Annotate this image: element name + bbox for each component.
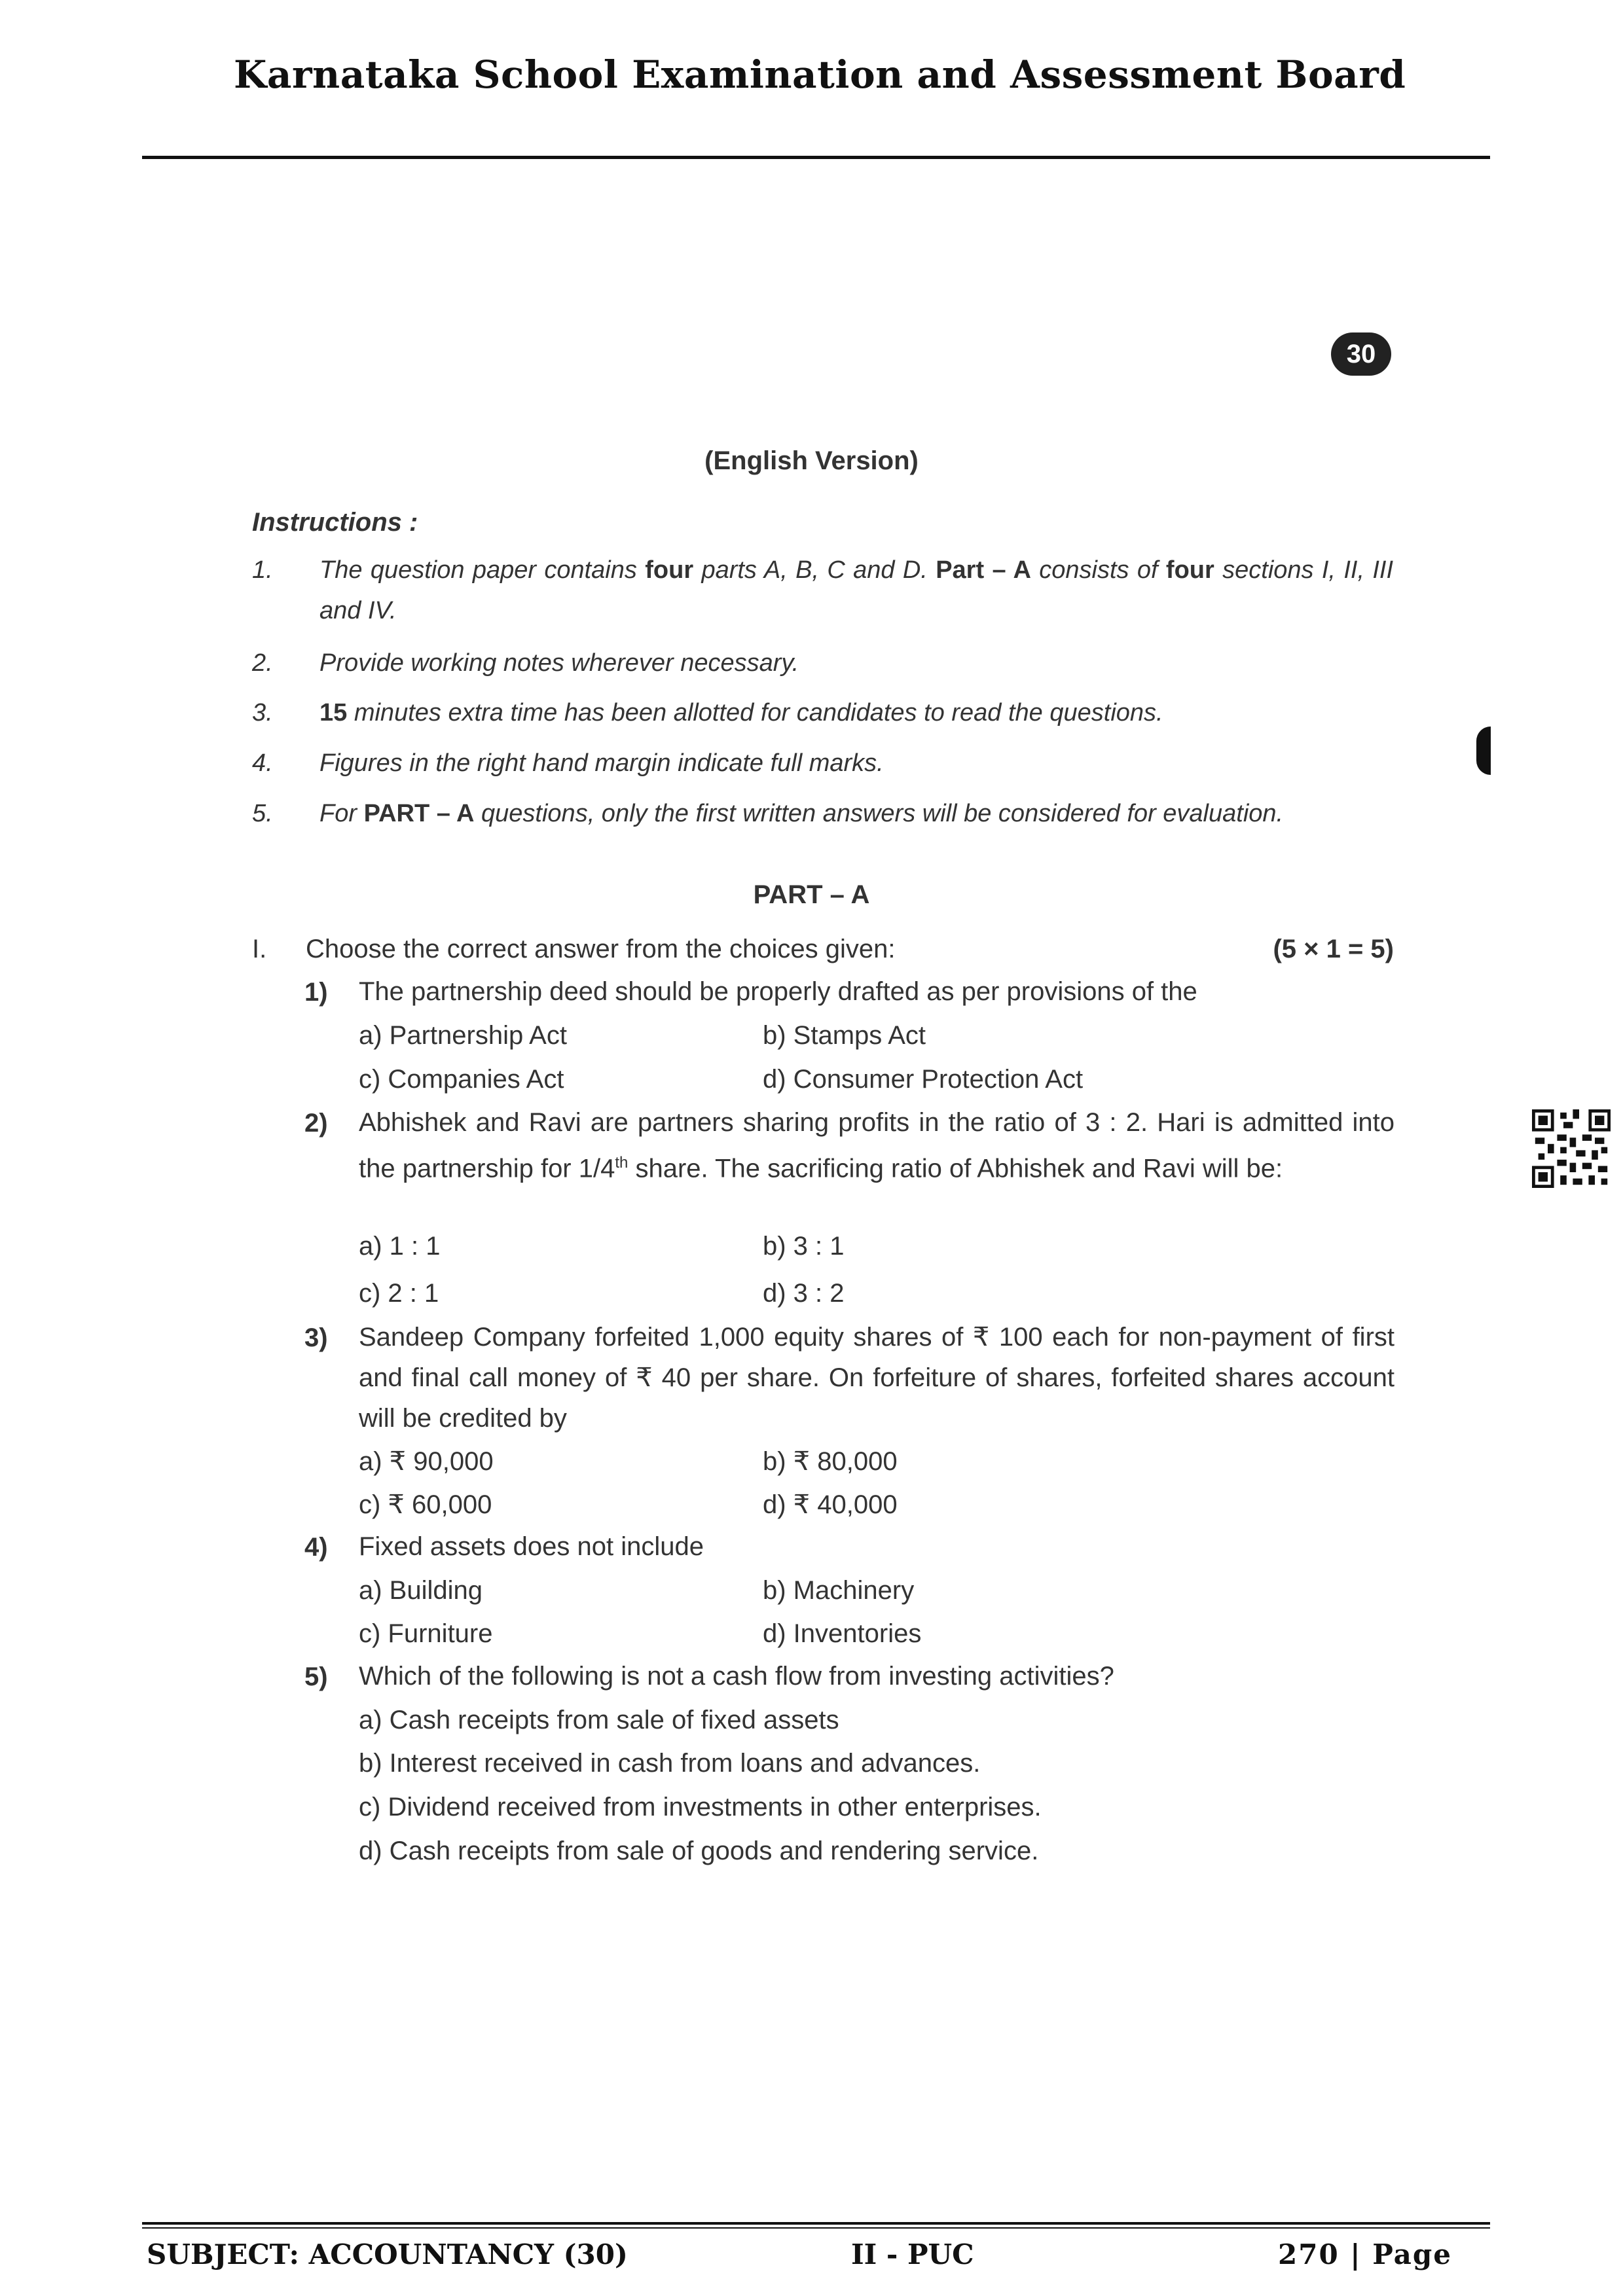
option: b) Stamps Act	[763, 1021, 926, 1050]
question-number: 2)	[304, 1109, 328, 1138]
instruction-number: 5.	[252, 800, 273, 827]
option: c) Companies Act	[359, 1065, 564, 1094]
question-text: Fixed assets does not include	[359, 1532, 704, 1561]
qr-code	[1532, 1109, 1611, 1188]
option: b) 3 : 1	[763, 1232, 845, 1261]
section-instruction: Choose the correct answer from the choices given:	[306, 935, 896, 963]
question-text: Sandeep Company forfeited 1,000 equity shares of ₹ 100 each for non-payment of first and final call money of ₹ 40 per share. On forfeiture of shares, forfeited shares account will be credited by	[359, 1323, 1395, 1433]
instructions-heading: Instructions :	[252, 508, 418, 537]
footer-page-number: 270 | Page	[1278, 2238, 1452, 2270]
option: a) Partnership Act	[359, 1021, 567, 1050]
instruction-number: 2.	[252, 649, 273, 677]
footer-class: II - PUC	[851, 2238, 974, 2270]
option: b) Interest received in cash from loans and advances.	[359, 1749, 981, 1778]
page-header-title: Karnataka School Examination and Assessment Board	[234, 52, 1406, 97]
instruction-number: 3.	[252, 699, 273, 726]
option: b) ₹ 80,000	[763, 1447, 898, 1476]
instruction-item-5: For PART – A questions, only the first written answers will be considered for evaluation.	[319, 800, 1284, 827]
option: c) ₹ 60,000	[359, 1490, 492, 1519]
margin-mark	[1476, 726, 1491, 775]
instruction-number: 1.	[252, 556, 273, 584]
question-text: Which of the following is not a cash flow from investing activities?	[359, 1662, 1114, 1691]
option: a) ₹ 90,000	[359, 1447, 494, 1476]
instruction-item-3: 15 minutes extra time has been allotted for candidates to read the questions.	[319, 699, 1163, 726]
footer-subject: SUBJECT: ACCOUNTANCY (30)	[147, 2238, 628, 2270]
question-number: 1)	[304, 978, 328, 1007]
option: b) Machinery	[763, 1576, 915, 1605]
part-heading: PART – A	[753, 880, 870, 909]
option: a) Cash receipts from sale of fixed assets	[359, 1706, 839, 1734]
instruction-item-4: Figures in the right hand margin indicate full marks.	[319, 749, 884, 777]
option: d) Inventories	[763, 1619, 922, 1648]
option: c) Dividend received from investments in other enterprises.	[359, 1793, 1042, 1821]
section-marks: (5 × 1 = 5)	[1273, 935, 1394, 963]
question-number: 5)	[304, 1662, 328, 1691]
option: d) 3 : 2	[763, 1279, 845, 1308]
footer-divider-thin	[142, 2227, 1490, 2229]
subject-code-badge: 30	[1331, 332, 1391, 376]
footer-divider	[142, 2222, 1490, 2225]
instruction-item-1: The question paper contains four parts A, B, C and D. Part – A consists of four sections I, II, III and IV.	[319, 556, 1394, 624]
option: d) Consumer Protection Act	[763, 1065, 1084, 1094]
version-label: (English Version)	[704, 446, 919, 475]
question-number: 3)	[304, 1323, 328, 1352]
question-text: The partnership deed should be properly drafted as per provisions of the	[359, 977, 1197, 1006]
header-divider	[142, 156, 1490, 159]
option: a) Building	[359, 1576, 483, 1605]
option: d) Cash receipts from sale of goods and rendering service.	[359, 1837, 1039, 1865]
option: a) 1 : 1	[359, 1232, 441, 1261]
option: d) ₹ 40,000	[763, 1490, 898, 1519]
section-number: I.	[252, 935, 267, 963]
option: c) Furniture	[359, 1619, 493, 1648]
question-text: Abhishek and Ravi are partners sharing profits in the ratio of 3 : 2. Hari is admitted into the partnership for 1/4th share. The sacrificing ratio of Abhishek and Ravi will be:	[359, 1108, 1395, 1183]
question-number: 4)	[304, 1533, 328, 1562]
instruction-item-2: Provide working notes wherever necessary.	[319, 649, 799, 677]
instruction-number: 4.	[252, 749, 273, 777]
option: c) 2 : 1	[359, 1279, 439, 1308]
